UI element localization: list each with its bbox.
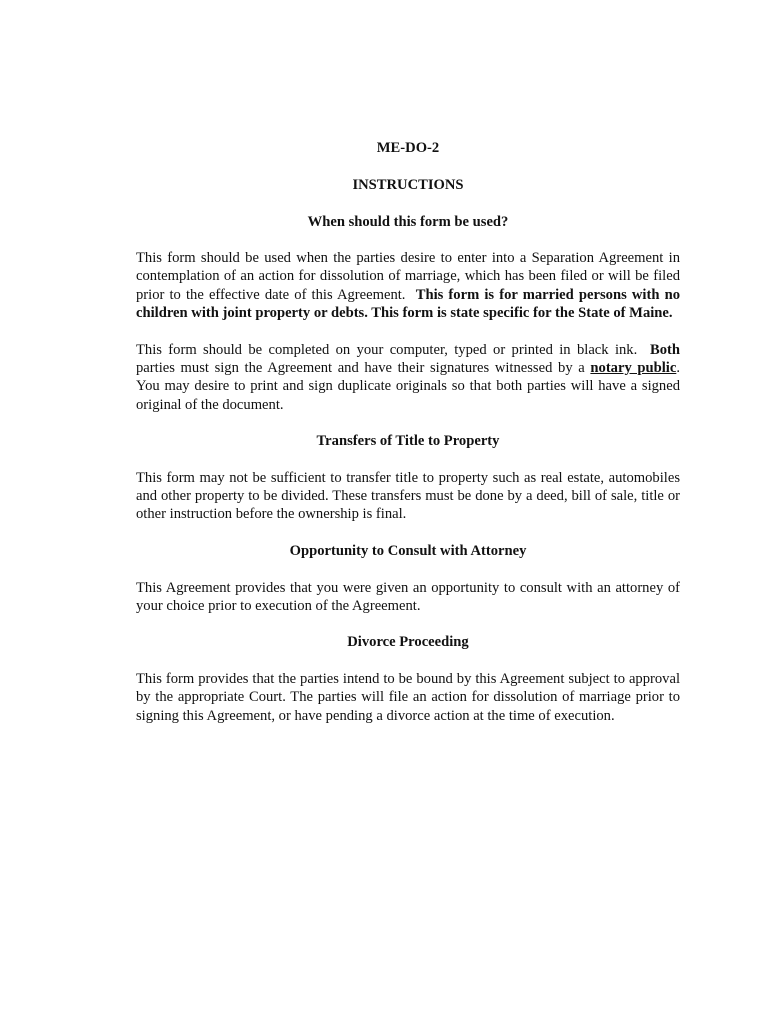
paragraph-divorce: This form provides that the parties intend to be bound by this Agreement subject to approval by the appropriate Court. The parties will file an action for dissolution of marriage prior to signing this Agreement, or have pending a divorce action at the time of execution. bbox=[136, 671, 680, 724]
spacer bbox=[136, 450, 680, 468]
paragraph-completion-text-2: parties must sign the Agreement and have their signatures witnessed by a bbox=[136, 359, 585, 376]
section-heading-attorney: Opportunity to Consult with Attorney bbox=[289, 542, 527, 559]
paragraph-usage bbox=[136, 249, 680, 322]
spacer bbox=[136, 524, 680, 542]
spacer bbox=[136, 652, 680, 670]
paragraph-transfers: This form may not be sufficient to transfer title to property such as real estate, automobiles and other property to be divided. These transfers must be done by a deed, bill of sale, title or other instruction before the ownership is final. bbox=[136, 469, 680, 523]
paragraph-completion-text-1: This form should be completed on your computer, typed or printed in black ink. bbox=[136, 341, 638, 358]
paragraph-attorney: This Agreement provides that you were given an opportunity to consult with an attorney of your choice prior to execution of the Agreement. bbox=[136, 579, 680, 614]
spacer bbox=[136, 615, 680, 633]
page-title: INSTRUCTIONS bbox=[352, 176, 464, 193]
notary-public-link[interactable]: notary public bbox=[590, 359, 677, 376]
paragraph-usage-bold: This form is for married persons with no children with joint property or debts. This form is state specific for the State of Maine. bbox=[136, 286, 680, 322]
spacer bbox=[136, 322, 680, 340]
section-heading-transfers: Transfers of Title to Property bbox=[316, 433, 500, 450]
spacer bbox=[136, 231, 680, 249]
section-heading-when: When should this form be used? bbox=[307, 213, 509, 230]
paragraph-usage-text: This form should be used when the parties desire to enter into a Separation Agreement in contemplation of an action for dissolution of marriage, which has been filed or will be filed prior to the effective date of this Agreement. bbox=[136, 250, 680, 303]
spacer bbox=[136, 414, 680, 432]
paragraph-completion-bold: Both bbox=[649, 341, 680, 358]
spacer bbox=[136, 560, 680, 578]
paragraph-completion-text-3: . You may desire to print and sign duplicate originals so that both parties will have a signed original of the document. bbox=[136, 359, 680, 413]
section-heading-divorce: Divorce Proceeding bbox=[347, 634, 469, 651]
paragraph-completion bbox=[136, 341, 680, 414]
document-body bbox=[136, 139, 680, 725]
form-id: ME-DO-2 bbox=[376, 140, 440, 156]
